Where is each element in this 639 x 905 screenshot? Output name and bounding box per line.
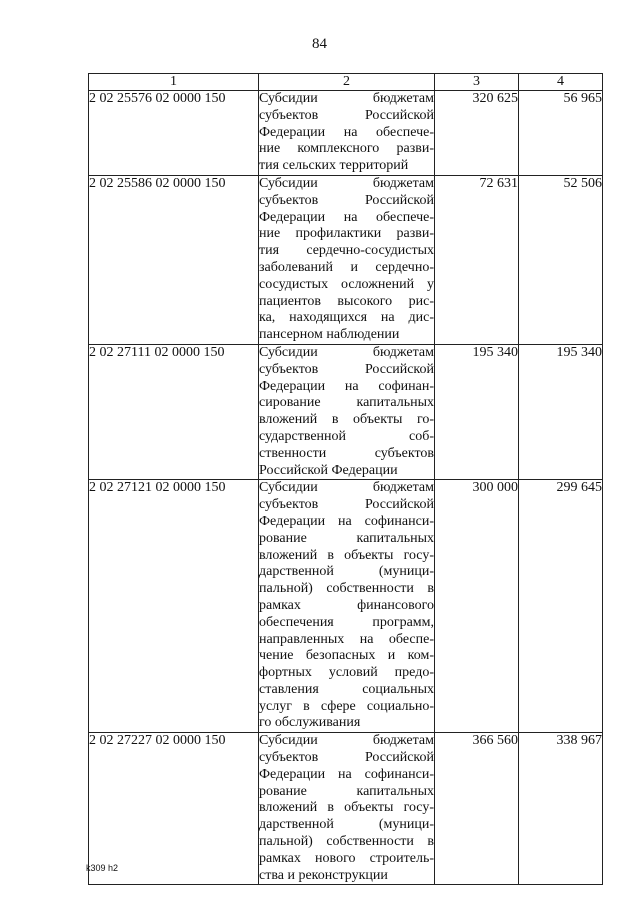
description-cell: [259, 733, 435, 885]
budget-table: [88, 73, 603, 885]
description-line: направленных на обеспе-: [259, 631, 434, 647]
description-line: ставления социальных: [259, 681, 434, 697]
table-row: [89, 175, 603, 344]
description-line: рование капитальных: [259, 530, 434, 546]
description-line: ства и реконструкции: [259, 867, 388, 883]
description-line: пальной) собственности в: [259, 581, 434, 597]
description-line: Федерации на софинанси-: [259, 766, 434, 782]
table-header-row: [89, 74, 603, 91]
amount-col4-cell: 52 506: [519, 175, 603, 344]
description-line: пациентов высокого рис-: [259, 293, 434, 309]
amount-col3-cell: 195 340: [435, 344, 519, 479]
description-line: дарственной (муници-: [259, 817, 434, 833]
description-line: Субсидии бюджетам: [259, 175, 434, 191]
budget-code-cell: 2 02 25586 02 0000 150: [89, 175, 259, 344]
description-line: услуг в сфере социально-: [259, 698, 434, 714]
description-line: вложений в объекты госу-: [259, 547, 434, 563]
description-line: рамках финансового: [259, 597, 434, 613]
footer-document-code: k309 h2: [86, 863, 119, 873]
description-cell: [259, 175, 435, 344]
description-line: ние комплексного разви-: [259, 141, 434, 157]
description-line: ние профилактики разви-: [259, 226, 434, 242]
amount-col3-cell: 300 000: [435, 480, 519, 733]
table-row: [89, 733, 603, 885]
description-line: пальной) собственности в: [259, 834, 434, 850]
description-line: субъектов Российской: [259, 361, 434, 377]
description-line: вложений в объекты го-: [259, 412, 434, 428]
column-header-2: 2: [259, 74, 435, 91]
description-line: сударственной соб-: [259, 428, 434, 444]
description-line: го обслуживания: [259, 715, 361, 731]
description-cell: [259, 344, 435, 479]
budget-code-cell: 2 02 27121 02 0000 150: [89, 480, 259, 733]
description-line: субъектов Российской: [259, 192, 434, 208]
description-line: дарственной (муници-: [259, 564, 434, 580]
description-line: Федерации на обеспече-: [259, 209, 434, 225]
description-cell: [259, 480, 435, 733]
description-line: тия сердечно-сосудистых: [259, 243, 434, 259]
description-line: субъектов Российской: [259, 107, 434, 123]
amount-col3-cell: 320 625: [435, 91, 519, 176]
description-line: обеспечения программ,: [259, 614, 434, 630]
description-line: вложений в объекты госу-: [259, 800, 434, 816]
budget-code-cell: 2 02 25576 02 0000 150: [89, 91, 259, 176]
description-line: рование капитальных: [259, 783, 434, 799]
description-line: Субсидии бюджетам: [259, 91, 434, 106]
description-line: ка, находящихся на дис-: [259, 310, 434, 326]
amount-col3-cell: 366 560: [435, 733, 519, 885]
amount-col4-cell: 299 645: [519, 480, 603, 733]
description-line: заболеваний и сердечно-: [259, 259, 434, 275]
description-line: рамках нового строитель-: [259, 850, 434, 866]
column-header-4: 4: [519, 74, 603, 91]
description-line: Федерации на обеспече-: [259, 124, 434, 140]
description-line: ственности субъектов: [259, 445, 434, 461]
description-line: Субсидии бюджетам: [259, 480, 434, 496]
amount-col3-cell: 72 631: [435, 175, 519, 344]
table-row: [89, 91, 603, 176]
description-cell: [259, 91, 435, 176]
description-line: Российской Федерации: [259, 462, 398, 478]
column-header-1: 1: [89, 74, 259, 91]
description-line: тия сельских территорий: [259, 158, 409, 174]
amount-col4-cell: 195 340: [519, 344, 603, 479]
description-line: Федерации на софинанси-: [259, 513, 434, 529]
description-line: Субсидии бюджетам: [259, 733, 434, 749]
description-line: фортных условий предо-: [259, 665, 434, 681]
description-line: сирование капитальных: [259, 395, 434, 411]
description-line: Федерации на софинан-: [259, 378, 434, 394]
description-line: сосудистых осложнений у: [259, 276, 434, 292]
table-row: [89, 344, 603, 479]
amount-col4-cell: 56 965: [519, 91, 603, 176]
description-line: субъектов Российской: [259, 750, 434, 766]
budget-code-cell: 2 02 27227 02 0000 150: [89, 733, 259, 885]
table-row: [89, 480, 603, 733]
column-header-3: 3: [435, 74, 519, 91]
budget-code-cell: 2 02 27111 02 0000 150: [89, 344, 259, 479]
amount-col4-cell: 338 967: [519, 733, 603, 885]
description-line: Субсидии бюджетам: [259, 344, 434, 360]
description-line: пансерном наблюдении: [259, 327, 400, 343]
page-number: 84: [312, 36, 327, 52]
description-line: чение безопасных и ком-: [259, 648, 434, 664]
description-line: субъектов Российской: [259, 497, 434, 513]
